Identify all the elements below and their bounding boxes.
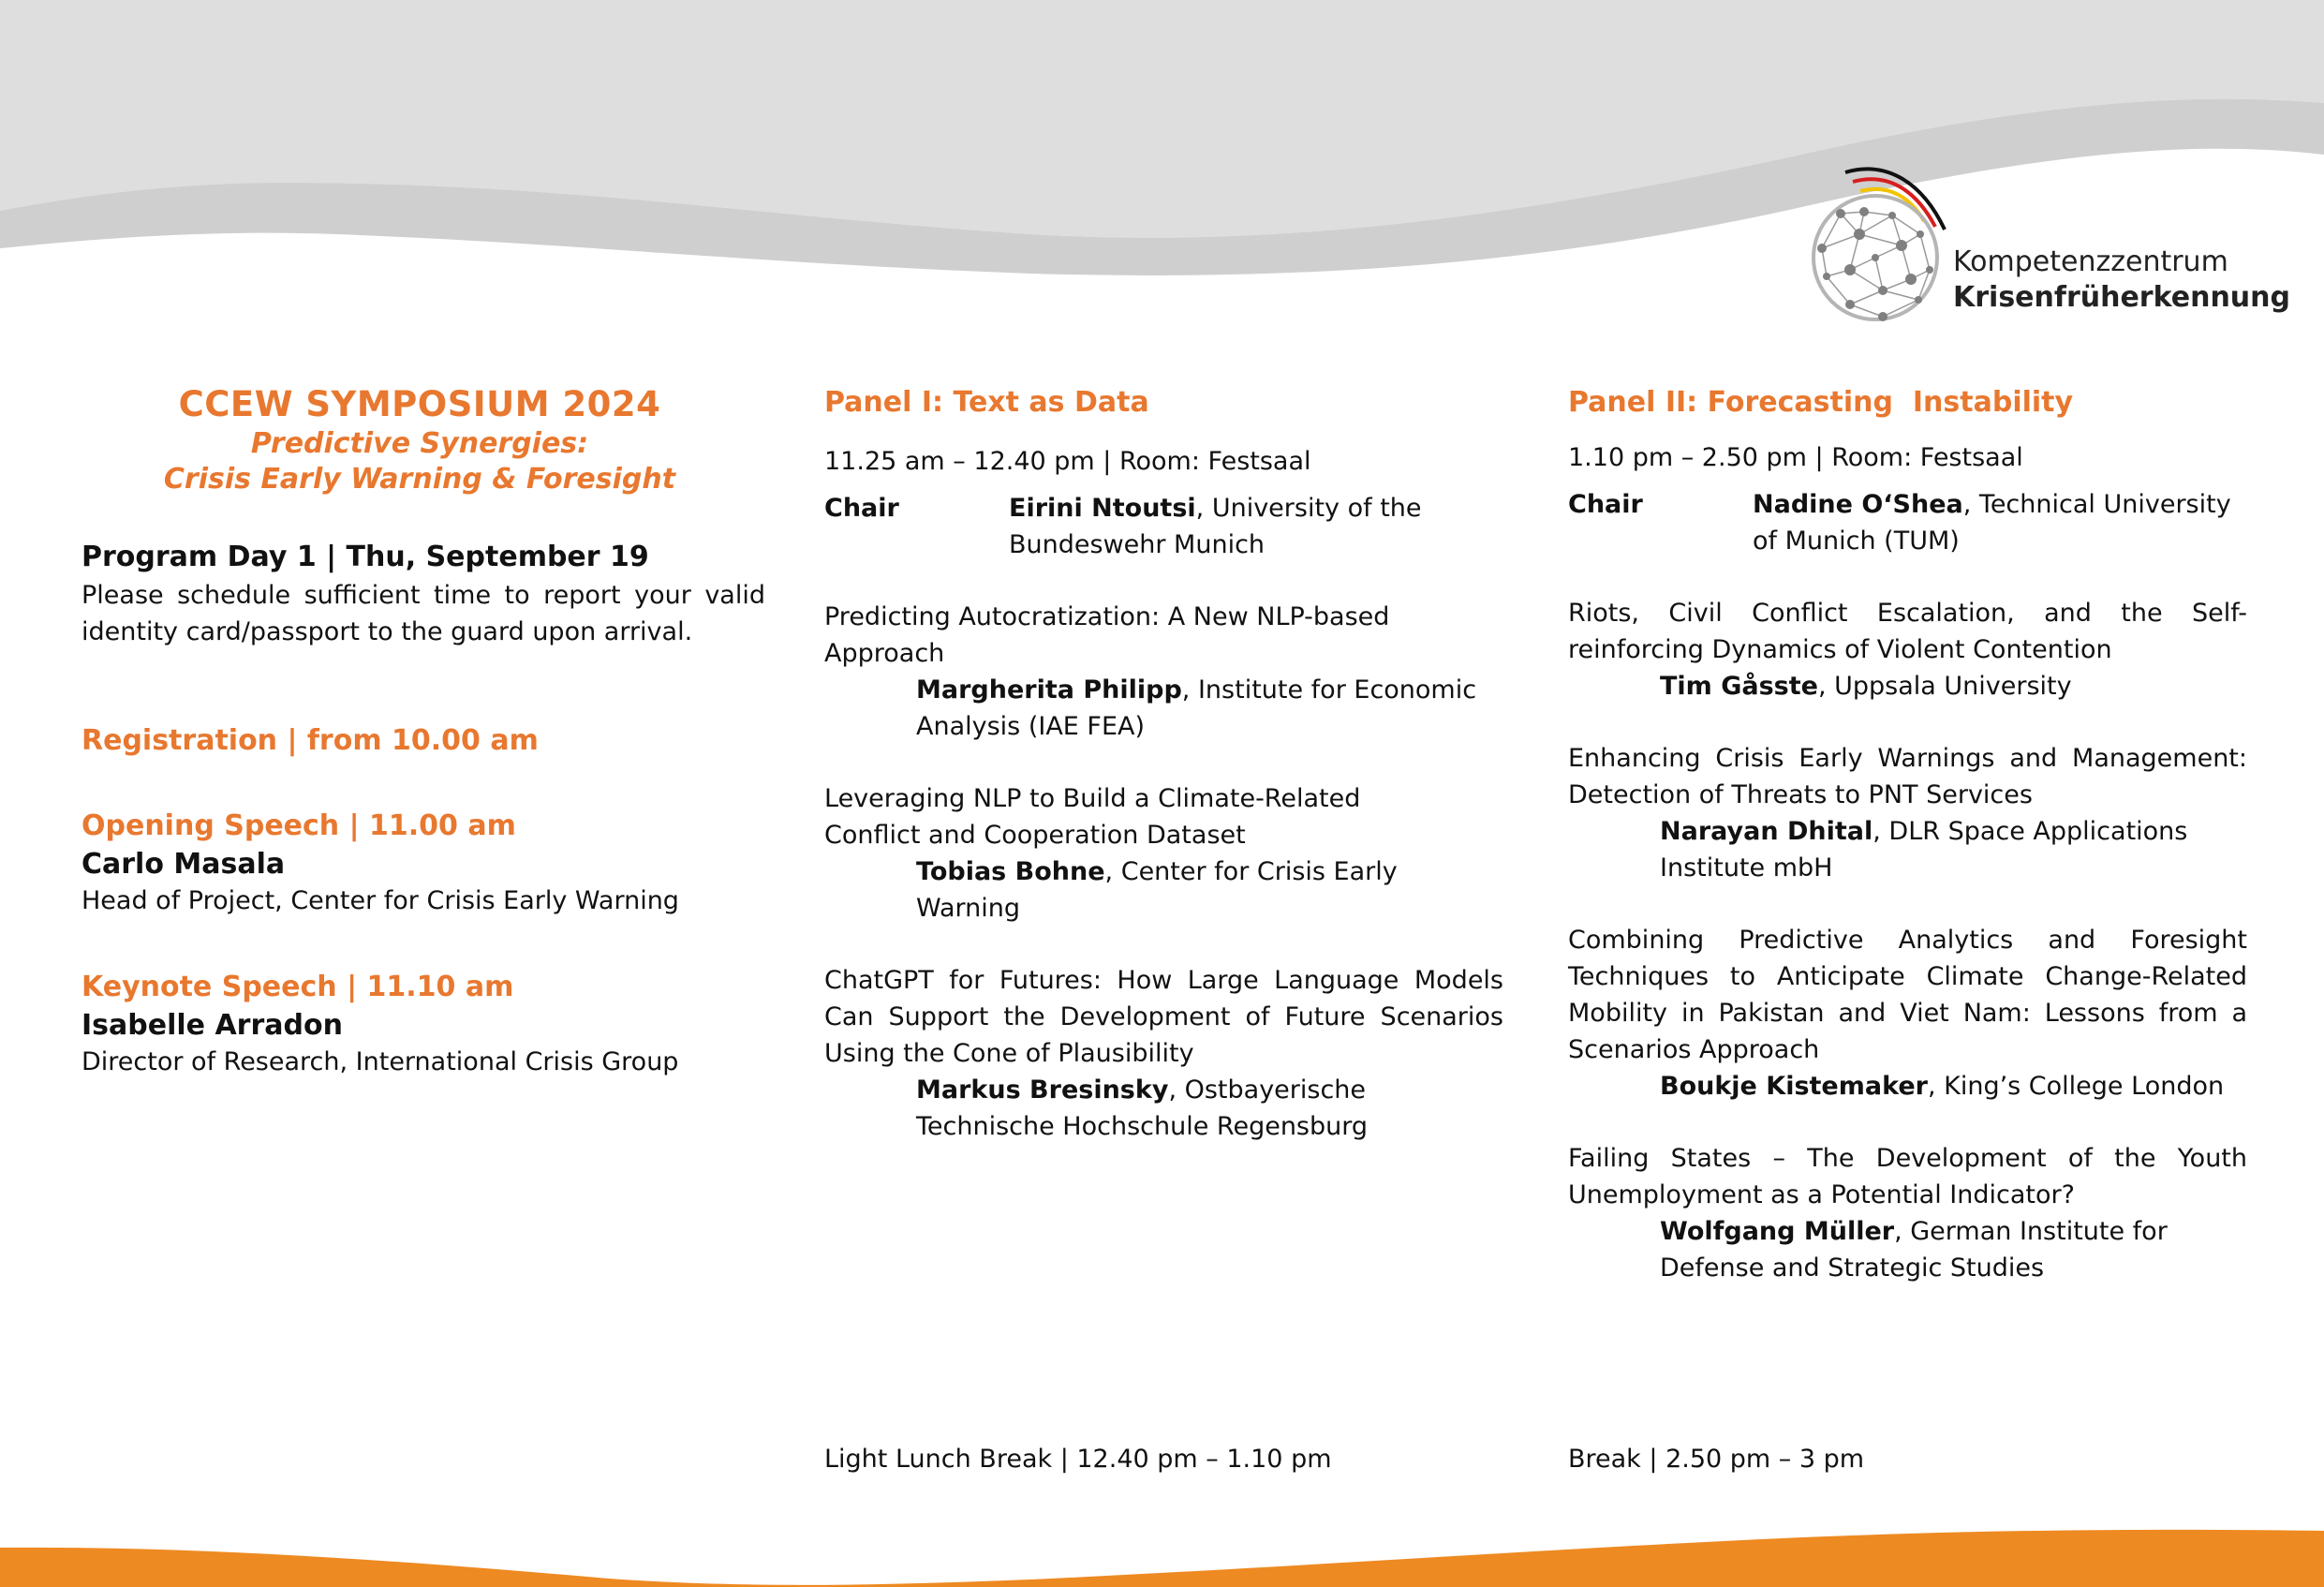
talk-item xyxy=(824,780,1503,927)
opening-role: Head of Project, Center for Crisis Early Warning xyxy=(81,886,679,915)
panel-2-time-room: 1.10 pm – 2.50 pm | Room: Festsaal xyxy=(1568,443,2023,472)
talk-speaker xyxy=(824,853,1503,927)
keynote-speech xyxy=(81,969,775,1080)
subtitle-line2: Crisis Early Warning & Foresight xyxy=(163,463,676,496)
speaker-name: Tobias Bohne xyxy=(916,857,1105,886)
chair-affiliation: , Technical University of Munich (TUM) xyxy=(1753,490,2231,556)
talk-item xyxy=(1568,1140,2247,1286)
talk-title: Failing States – The Development of the Youth Unemployment as a Potential Indicator? xyxy=(1568,1144,2247,1209)
talk-item xyxy=(1568,740,2247,886)
talk-speaker xyxy=(1568,813,2247,886)
speaker-name: Wolfgang Müller xyxy=(1660,1217,1895,1246)
talk-speaker xyxy=(824,1072,1503,1145)
footer-wave-orange xyxy=(0,1530,2324,1587)
panel-1-chair xyxy=(824,490,1503,563)
talk-item xyxy=(1568,922,2247,1105)
speaker-affiliation: , King’s College London xyxy=(1927,1072,2225,1101)
chair-value xyxy=(1753,486,2247,559)
chair-value xyxy=(1009,490,1503,563)
program-day xyxy=(81,539,765,650)
speaker-affiliation: , DLR Space Applications Institute mbH xyxy=(1660,817,2188,882)
speaker-affiliation: , Ostbayerische Technische Hochschule Regensburg xyxy=(916,1075,1369,1141)
program-day-heading: Program Day 1 | Thu, September 19 xyxy=(81,541,649,573)
talk-title: Riots, Civil Conflict Escalation, and the Self-reinforcing Dynamics of Violent Contention xyxy=(1568,599,2247,664)
talk-title: Leveraging NLP to Build a Climate-Related Conflict and Cooperation Dataset xyxy=(824,784,1361,850)
speaker-affiliation: , Center for Crisis Early Warning xyxy=(916,857,1398,923)
symposium-header xyxy=(81,384,758,497)
speaker-name: Boukje Kistemaker xyxy=(1660,1072,1928,1101)
talk-speaker xyxy=(1568,1213,2247,1286)
talk-title: Combining Predictive Analytics and Foresight Techniques to Anticipate Climate Change-Related Mobility in Pakistan and Viet Nam: Lessons from a Scenarios Approach xyxy=(1568,926,2247,1064)
subtitle-line1: Predictive Synergies: xyxy=(250,427,589,460)
talk-speaker xyxy=(1568,668,2247,705)
program-notice: Please schedule sufficient time to report your valid identity card/passport to the guard upon arrival. xyxy=(81,581,765,646)
talk-title: Predicting Autocratization: A New NLP-based Approach xyxy=(824,602,1390,668)
opening-heading: Opening Speech | 11.00 am xyxy=(81,809,516,842)
talk-item xyxy=(824,599,1503,745)
talk-item xyxy=(824,962,1503,1145)
talk-speaker xyxy=(1568,1068,2247,1105)
speaker-name: Markus Bresinsky xyxy=(916,1075,1169,1105)
opening-speech xyxy=(81,808,775,919)
registration-heading: Registration | from 10.00 am xyxy=(81,724,539,757)
network-globe-icon xyxy=(1808,159,1948,323)
panel-2-title: Panel II: Forecasting Instability xyxy=(1568,386,2074,419)
chair-affiliation: , University of the Bundeswehr Munich xyxy=(1009,494,1422,559)
speaker-affiliation: , German Institute for Defense and Strategic Studies xyxy=(1660,1217,2168,1283)
keynote-heading: Keynote Speech | 11.10 am xyxy=(81,971,514,1003)
logo xyxy=(1808,159,2290,328)
chair-name: Nadine O‘Shea xyxy=(1753,490,1963,519)
talk-speaker xyxy=(824,672,1503,745)
chair-name: Eirini Ntoutsi xyxy=(1009,494,1196,523)
keynote-speaker: Isabelle Arradon xyxy=(81,1009,343,1042)
chair-label: Chair xyxy=(1568,490,1643,519)
panel-2 xyxy=(1568,384,2247,1286)
panel-1-title: Panel I: Text as Data xyxy=(824,386,1149,419)
talk-title: Enhancing Crisis Early Warnings and Management: Detection of Threats to PNT Services xyxy=(1568,744,2247,809)
keynote-role: Director of Research, International Crisis Group xyxy=(81,1047,679,1076)
speaker-name: Narayan Dhital xyxy=(1660,817,1873,846)
speaker-affiliation: , Uppsala University xyxy=(1817,672,2072,701)
talk-item xyxy=(1568,595,2247,705)
page-title: CCEW SYMPOSIUM 2024 xyxy=(178,384,661,424)
speaker-affiliation: , Institute for Economic Analysis (IAE FEA) xyxy=(916,675,1477,741)
logo-text-line1: Kompetenzzentrum xyxy=(1953,245,2228,278)
talk-title: ChatGPT for Futures: How Large Language Models Can Support the Development of Future Scenarios Using the Cone of Plausibility xyxy=(824,966,1503,1068)
speaker-name: Margherita Philipp xyxy=(916,675,1182,705)
logo-text-line2: Krisenfrüherkennung xyxy=(1953,281,2290,314)
panel-1-time-room: 11.25 am – 12.40 pm | Room: Festsaal xyxy=(824,447,1311,476)
panel-1-break: Light Lunch Break | 12.40 pm – 1.10 pm xyxy=(824,1445,1332,1474)
chair-label: Chair xyxy=(824,494,899,523)
panel-2-break: Break | 2.50 pm – 3 pm xyxy=(1568,1445,1865,1474)
panel-2-chair xyxy=(1568,486,2247,559)
panel-1 xyxy=(824,384,1503,1145)
opening-speaker: Carlo Masala xyxy=(81,848,286,881)
speaker-name: Tim Gåsste xyxy=(1660,672,1818,701)
